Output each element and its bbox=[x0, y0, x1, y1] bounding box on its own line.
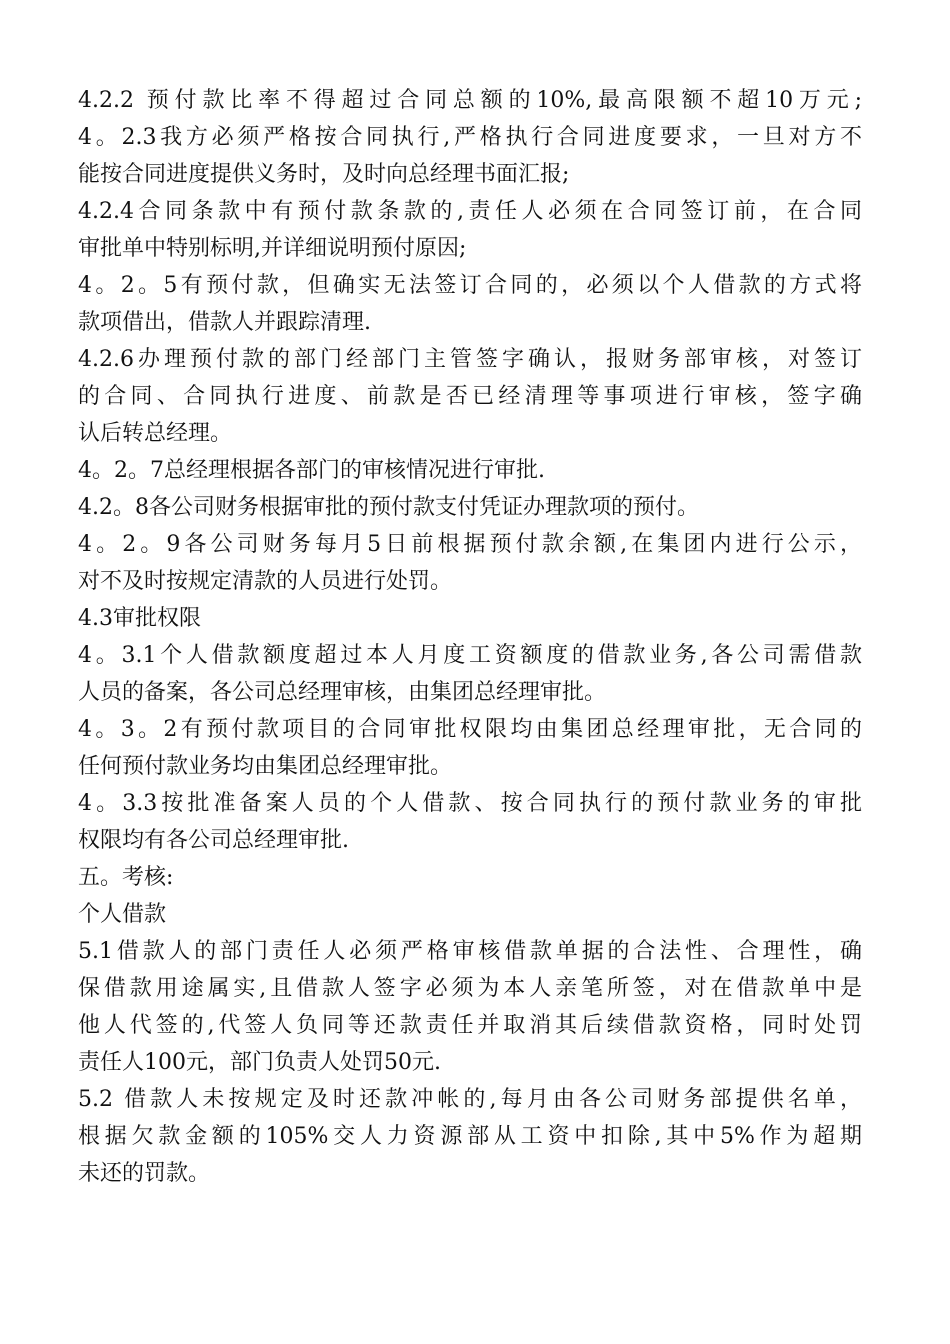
text-line: 他人代签的,代签人负同等还款责任并取消其后续借款资格，同时处罚 bbox=[78, 1013, 862, 1038]
text-line: 4。3。2有预付款项目的合同审批权限均由集团总经理审批，无合同的 bbox=[78, 717, 862, 742]
text-line: 认后转总经理。 bbox=[78, 421, 233, 446]
text-line: 审批单中特别标明,并详细说明预付原因; bbox=[78, 236, 467, 261]
text-line: 4.2。8各公司财务根据审批的预付款支付凭证办理款项的预付。 bbox=[78, 495, 699, 520]
text-line: 对不及时按规定清款的人员进行处罚。 bbox=[78, 569, 453, 594]
section-heading: 4.3审批权限 bbox=[78, 606, 201, 631]
text-line: 4。3.3按批准备案人员的个人借款、按合同执行的预付款业务的审批 bbox=[78, 791, 862, 816]
text-line: 4.2.6办理预付款的部门经部门主管签字确认，报财务部审核，对签订 bbox=[78, 347, 862, 372]
subsection-heading: 个人借款 bbox=[78, 902, 167, 927]
text-line: 4。2。5有预付款，但确实无法签订合同的，必须以个人借款的方式将 bbox=[78, 273, 862, 298]
text-line: 5.2 借款人未按规定及时还款冲帐的,每月由各公司财务部提供名单， bbox=[78, 1087, 862, 1112]
text-line: 权限均有各公司总经理审批. bbox=[78, 828, 349, 853]
text-line: 4.2.4合同条款中有预付款条款的,责任人必须在合同签订前，在合同 bbox=[78, 199, 862, 224]
text-line: 款项借出，借款人并跟踪清理. bbox=[78, 310, 371, 335]
text-line: 4。2。9各公司财务每月5日前根据预付款余额,在集团内进行公示， bbox=[78, 532, 862, 557]
text-line: 能按合同进度提供义务时，及时向总经理书面汇报; bbox=[78, 162, 570, 187]
text-line: 的合同、合同执行进度、前款是否已经清理等事项进行审核，签字确 bbox=[78, 384, 862, 409]
section-heading: 五。考核: bbox=[78, 865, 174, 890]
text-line: 任何预付款业务均由集团总经理审批。 bbox=[78, 754, 453, 779]
document-body bbox=[78, 82, 862, 1192]
text-line: 5.1借款人的部门责任人必须严格审核借款单据的合法性、合理性，确 bbox=[78, 939, 862, 964]
text-line: 4。2.3我方必须严格按合同执行,严格执行合同进度要求，一旦对方不 bbox=[78, 125, 862, 150]
text-line: 保借款用途属实,且借款人签字必须为本人亲笔所签，对在借款单中是 bbox=[78, 976, 862, 1001]
text-line: 未还的罚款。 bbox=[78, 1161, 211, 1186]
text-line: 责任人100元，部门负责人处罚50元. bbox=[78, 1050, 441, 1075]
text-line: 根据欠款金额的105%交人力资源部从工资中扣除,其中5%作为超期 bbox=[78, 1124, 862, 1149]
text-line: 人员的备案，各公司总经理审核，由集团总经理审批。 bbox=[78, 680, 607, 705]
text-line: 4。2。7总经理根据各部门的审核情况进行审批. bbox=[78, 458, 545, 483]
text-line: 4.2.2 预付款比率不得超过合同总额的10%,最高限额不超10万元; bbox=[78, 88, 862, 113]
text-line: 4。3.1个人借款额度超过本人月度工资额度的借款业务,各公司需借款 bbox=[78, 643, 862, 668]
